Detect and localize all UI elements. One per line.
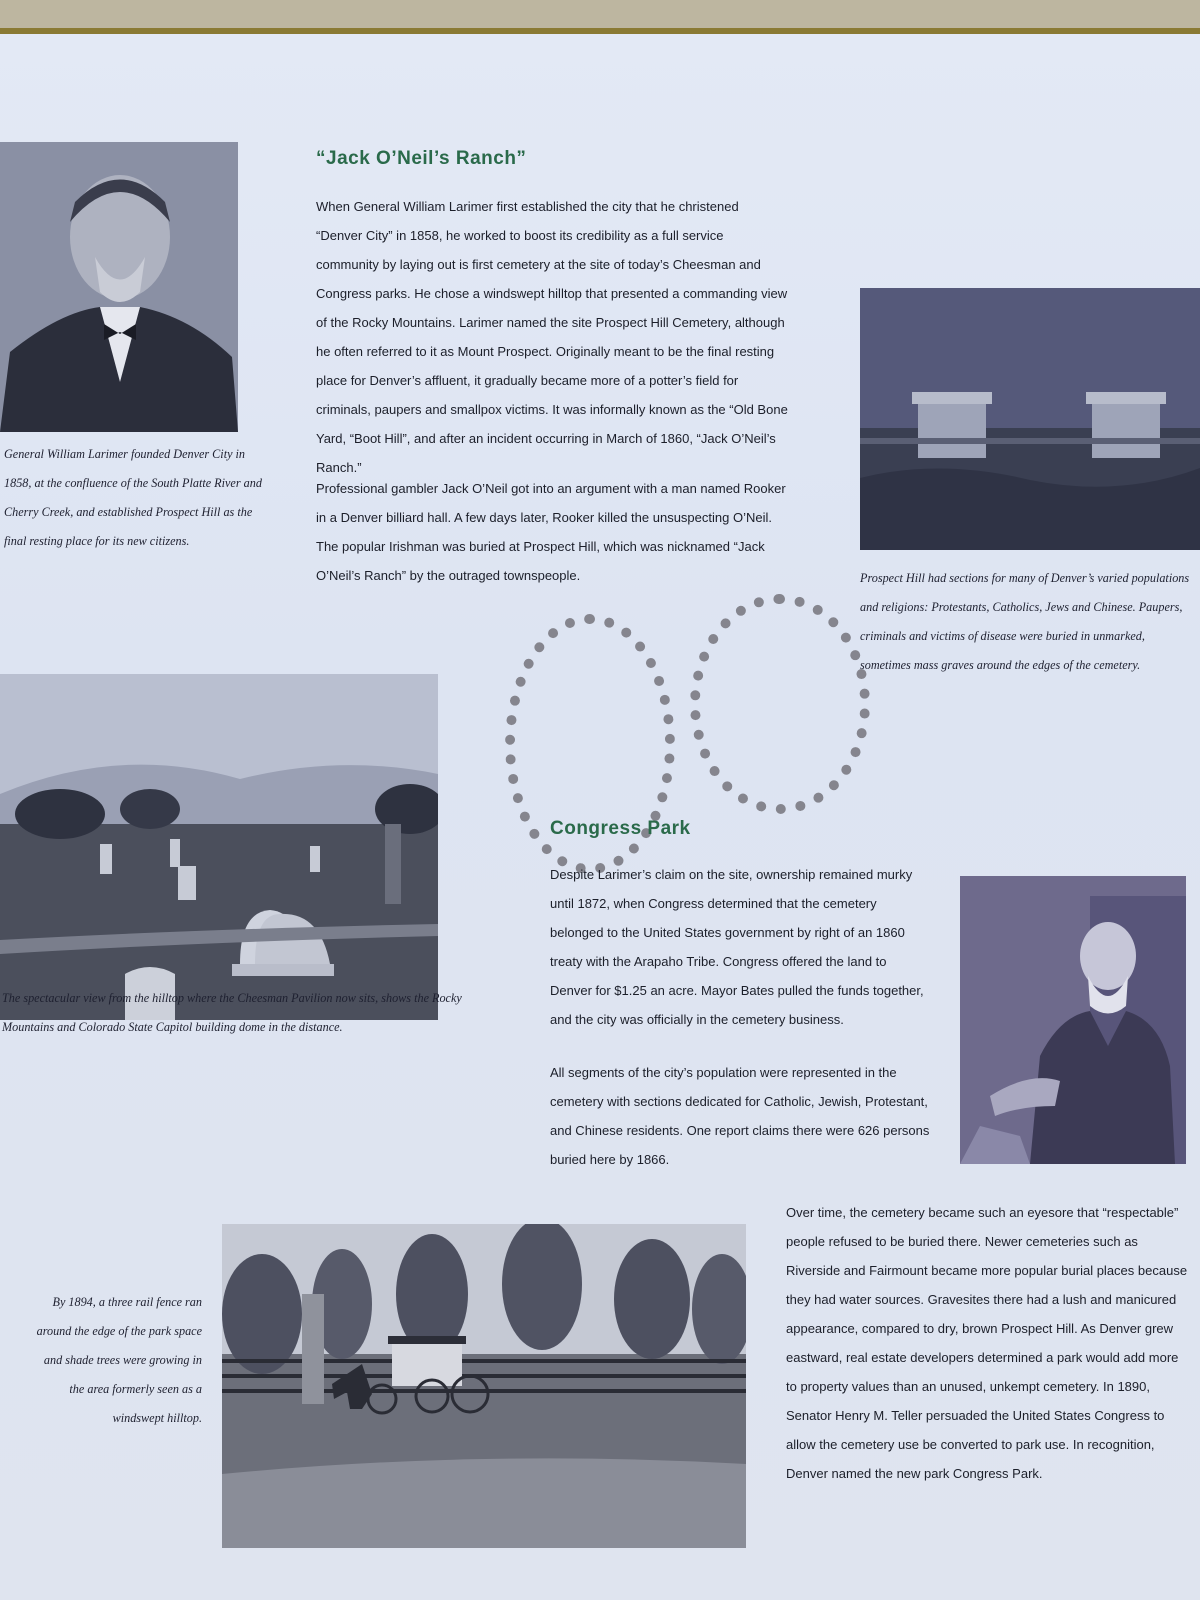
- larimer-portrait-photo: [0, 142, 238, 432]
- prospect-hill-photo-caption: Prospect Hill had sections for many of Denver’s varied populations and religions: Protestants, Catholics, Jews and Chinese. Paupers, criminals and victims of disease were buried in unmarked, sometimes mass graves around the edges of the cemetery.: [860, 571, 1190, 672]
- park-conversion-paragraph: Over time, the cemetery became such an eyesore that “respectable” people refused to be buried there. Newer cemeteries such as Riverside and Fairmount became more popular burial places because they had water sources. Gravesites there had a lush and manicured appearance, compared to dry, brown Prospect Hill. As Denver grew eastward, real estate developers determined a park would add more to property values than an unused, unkempt cemetery. In 1890, Senator Henry M. Teller persuaded the United States Congress to allow the cemetery use be converted to park use. In recognition, Denver named the new park Congress Park.: [786, 1205, 1188, 1481]
- hilltop-view-photo: [0, 674, 438, 1020]
- oneil-story-paragraph: Professional gambler Jack O’Neil got into an argument with a man named Rooker in a Denver billiard hall. A few days later, Rooker killed the unsuspecting O’Neil. The popular Irishman was buried at Prospect Hill, which was nicknamed “Jack O’Neil’s Ranch” by the outraged townspeople.: [316, 481, 786, 583]
- ownership-paragraph: Despite Larimer’s claim on the site, ownership remained murky until 1872, when Congress determined that the cemetery belonged to the United States government by right of an 1860 treaty with the Arapaho Tribe. Congress offered the land to Denver for $1.25 an acre. Mayor Bates pulled the funds together, and the city was officially in the cemetery business.: [550, 867, 924, 1027]
- interpretive-sign-panel: [0, 34, 1200, 1600]
- hilltop-view-photo-caption: The spectacular view from the hilltop where the Cheesman Pavilion now sits, shows the Rocky Mountains and Colorado State Capitol building dome in the distance.: [2, 991, 462, 1034]
- park-fence-wagon-photo: [222, 1224, 746, 1548]
- park-fence-photo-caption: By 1894, a three rail fence ran around the edge of the park space and shade trees were growing in the area formerly seen as a windswept hilltop.: [36, 1295, 202, 1425]
- jack-oneils-ranch-heading: “Jack O’Neil’s Ranch”: [316, 148, 527, 169]
- population-paragraph: All segments of the city’s population were represented in the cemetery with sections dedicated for Catholic, Jewish, Protestant, and Chinese residents. One report claims there were 626 persons buried here by 1866.: [550, 1065, 930, 1167]
- graffiti-scribble: [690, 594, 870, 814]
- prospect-hill-cemetery-photo: [860, 288, 1200, 550]
- congress-park-heading: Congress Park: [550, 818, 691, 839]
- larimer-photo-caption: General William Larimer founded Denver City in 1858, at the confluence of the South Platte River and Cherry Creek, and established Prospect Hill as the final resting place for its new citizens.: [4, 447, 262, 548]
- ranch-history-paragraph: When General William Larimer first established the city that he christened “Denver City” in 1858, he worked to boost its credibility as a full service community by laying out is first cemetery at the site of today’s Cheesman and Congress parks. He chose a windswept hilltop that presented a commanding view of the Rocky Mountains. Larimer named the site Prospect Hill Cemetery, although he often referred to it as Mount Prospect. Originally meant to be the final resting place for Denver’s affluent, it gradually became more of a potter’s field for criminals, paupers and smallpox victims. It was informally known as the “Old Bone Yard, “Boot Hill”, and after an incident occurring in March of 1860, “Jack O’Neil’s Ranch.”: [316, 199, 788, 475]
- seated-man-portrait-photo: [960, 876, 1186, 1164]
